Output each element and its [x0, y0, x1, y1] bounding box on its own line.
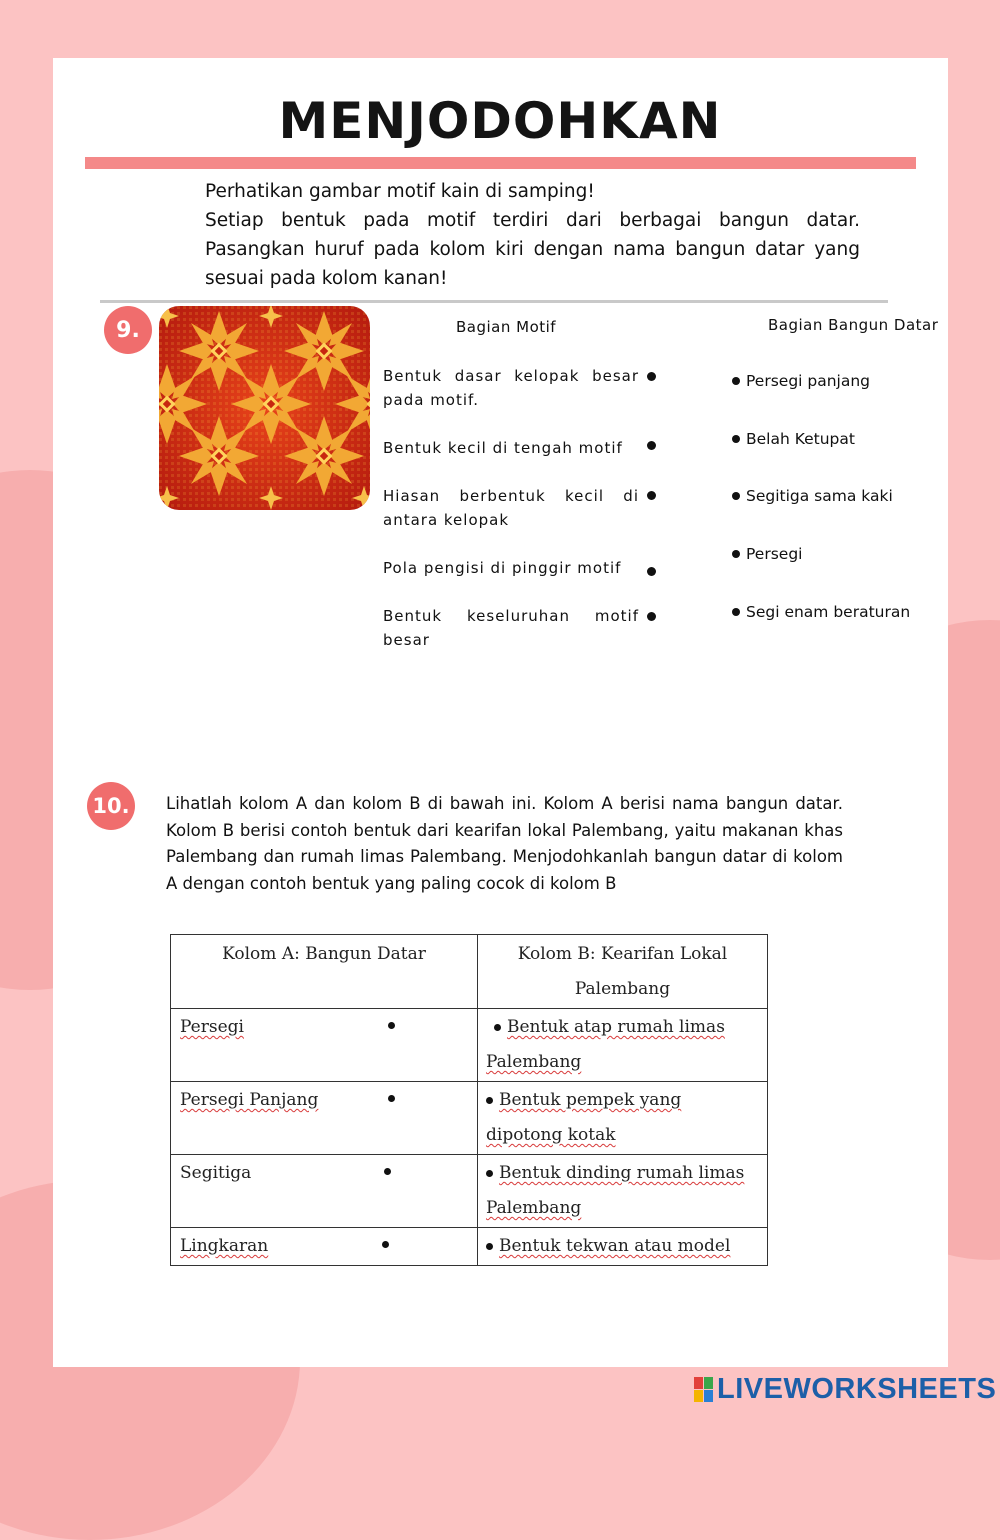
- match-dot-right[interactable]: [494, 1024, 501, 1031]
- liveworksheets-brand: [694, 1373, 996, 1406]
- shape-name: Persegi Panjang: [180, 1090, 319, 1110]
- songket-motif-image: [159, 306, 370, 510]
- column-b-cell: [478, 1228, 768, 1266]
- question-10-text: Lihatlah kolom A dan kolom B di bawah ini. Kolom A berisi nama bangun datar. Kolom B berisi contoh bentuk dari kearifan lokal Palembang, yaitu makanan khas Palembang dan rumah limas Palembang. Menjodohkanlah bangun datar di kolom A dengan contoh bentuk yang paling cocok di kolom B: [166, 794, 843, 893]
- match-dot-left[interactable]: [647, 491, 656, 500]
- match-dot-left[interactable]: [647, 372, 656, 381]
- column-a-cell: [171, 1009, 478, 1082]
- table-row: [171, 1082, 768, 1155]
- shape-option-item: [732, 487, 893, 505]
- shape-option-label: Segi enam beraturan: [746, 603, 911, 621]
- liveworksheets-logo-icon: [694, 1377, 713, 1402]
- shape-name: Segitiga: [180, 1163, 252, 1183]
- column-b-cell: [478, 1009, 768, 1082]
- match-dot-left[interactable]: [388, 1022, 395, 1029]
- shape-name: Lingkaran: [180, 1236, 269, 1256]
- shape-option-label: Segitiga sama kaki: [746, 487, 893, 505]
- match-dot-right[interactable]: [732, 550, 740, 558]
- motif-part-item: Hiasan berbentuk kecil di antara kelopak: [383, 487, 639, 529]
- shape-option-label: Persegi panjang: [746, 372, 871, 390]
- motif-part-item: Bentuk dasar kelopak besar pada motif.: [383, 367, 639, 409]
- section-divider: [100, 300, 888, 303]
- motif-part-item: Bentuk kecil di tengah motif: [383, 439, 623, 457]
- shape-option-item: [732, 372, 870, 390]
- match-dot-left[interactable]: [388, 1095, 395, 1102]
- column-a-cell: [171, 1155, 478, 1228]
- column-b-cell: [478, 1082, 768, 1155]
- shape-option-item: [732, 603, 910, 621]
- example-text: Bentuk tekwan atau model: [499, 1236, 731, 1256]
- example-text: Bentuk atap rumah limas Palembang: [486, 1017, 725, 1072]
- column-b-header: Kolom B: Kearifan Lokal Palembang: [478, 935, 768, 1009]
- shape-option-label: Persegi: [746, 545, 803, 563]
- shape-option-label: Belah Ketupat: [746, 430, 855, 448]
- match-dot-right[interactable]: [486, 1243, 493, 1250]
- match-dot-right[interactable]: [732, 435, 740, 443]
- table-row: [171, 1228, 768, 1266]
- example-text: Bentuk pempek yang dipotong kotak: [486, 1090, 682, 1145]
- shape-name: Persegi: [180, 1017, 244, 1037]
- page-title: MENJODOHKAN: [278, 92, 722, 150]
- question-9-number: 9.: [104, 306, 152, 354]
- table-row: [171, 1155, 768, 1228]
- column-b-cell: [478, 1155, 768, 1228]
- shape-option-item: [732, 430, 855, 448]
- match-dot-left[interactable]: [647, 567, 656, 576]
- shape-option-item: [732, 545, 802, 563]
- title-underline: [85, 157, 916, 169]
- match-dot-left[interactable]: [384, 1168, 391, 1175]
- motif-part-item: Bentuk keseluruhan motif besar: [383, 607, 639, 649]
- match-dot-right[interactable]: [732, 492, 740, 500]
- column-a-header: Kolom A: Bangun Datar: [171, 935, 478, 1009]
- motif-part-item: Pola pengisi di pinggir motif: [383, 559, 622, 577]
- match-dot-right[interactable]: [486, 1097, 493, 1104]
- match-dot-right[interactable]: [732, 608, 740, 616]
- instructions: [205, 177, 860, 293]
- instruction-line-2: Setiap bentuk pada motif terdiri dari berbagai bangun datar. Pasangkan huruf pada kolom kiri dengan nama bangun datar yang sesuai pada kolom kanan!: [205, 210, 860, 289]
- match-dot-left[interactable]: [647, 441, 656, 450]
- table-header-row: [171, 935, 768, 1009]
- question-10-number: 10.: [87, 782, 135, 830]
- column-a-cell: [171, 1082, 478, 1155]
- instruction-line-1: Perhatikan gambar motif kain di samping!: [205, 181, 595, 202]
- right-column-header: Bagian Bangun Datar: [768, 316, 939, 334]
- match-dot-right[interactable]: [486, 1170, 493, 1177]
- match-dot-left[interactable]: [647, 612, 656, 621]
- column-a-cell: [171, 1228, 478, 1266]
- left-column-header: Bagian Motif: [456, 318, 557, 336]
- brand-name: LIVEWORKSHEETS: [717, 1373, 997, 1405]
- match-dot-right[interactable]: [732, 377, 740, 385]
- example-text: Bentuk dinding rumah limas Palembang: [486, 1163, 745, 1218]
- table-row: [171, 1009, 768, 1082]
- match-dot-left[interactable]: [382, 1241, 389, 1248]
- matching-table: [170, 934, 768, 1266]
